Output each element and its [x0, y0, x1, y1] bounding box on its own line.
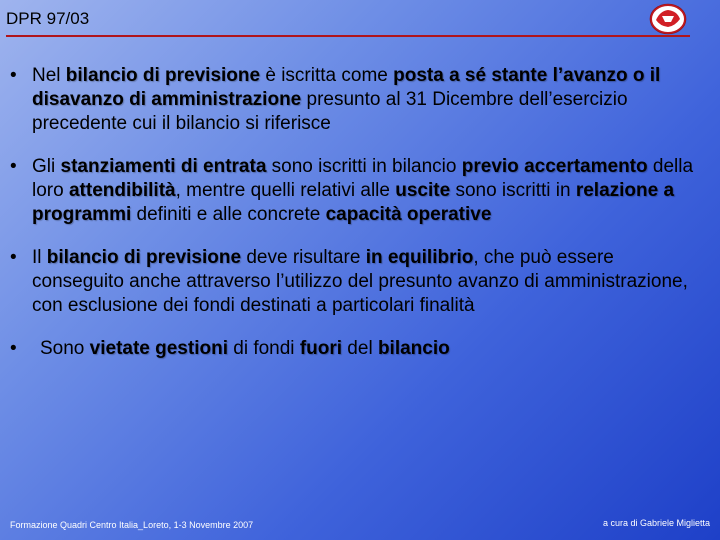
- bold-phrase: previo accertamento: [461, 156, 648, 177]
- bold-phrase: bilancio: [377, 338, 450, 359]
- bullet-marker: •: [10, 338, 17, 359]
- bullet-text: [40, 337, 700, 361]
- text-run: della loro: [32, 156, 694, 201]
- bullet-text: [32, 246, 700, 318]
- text-run: di fondi: [227, 338, 300, 359]
- bold-phrase: l’avanzo o il disavanzo di amministrazione: [32, 65, 661, 110]
- bold-phrase: fuori: [299, 338, 343, 359]
- text-run: Gli: [32, 156, 61, 177]
- slide-title: DPR 97/03: [6, 9, 90, 28]
- bold-phrase: stanziamenti di entrata: [60, 156, 267, 177]
- bold-phrase: relazione a programmi: [32, 180, 675, 225]
- bullet-item: [10, 155, 700, 227]
- text-run: Il: [32, 247, 47, 268]
- bold-phrase: capacità operative: [325, 204, 492, 225]
- text-run: sono iscritti in: [450, 180, 576, 201]
- bullet-item: [10, 246, 700, 318]
- text-run: deve risultare: [241, 247, 366, 268]
- bullet-list: [10, 64, 700, 380]
- bold-phrase: bilancio di previsione: [65, 65, 261, 86]
- text-run: , che può essere conseguito anche attraverso l’utilizzo del presunto avanzo di amministrazione, con esclusione dei fondi destinati a particolari finalità: [32, 247, 688, 316]
- text-run: sono iscritti in bilancio: [266, 156, 462, 177]
- red-emblem-logo: [648, 2, 688, 36]
- footer-author: a cura di Gabriele Miglietta: [602, 518, 710, 528]
- bullet-item: [10, 64, 700, 136]
- footer-event: Formazione Quadri Centro Italia_Loreto, 1-3 Novembre 2007: [10, 520, 254, 530]
- bullet-item: [10, 337, 700, 361]
- bold-phrase: in equilibrio: [365, 247, 474, 268]
- text-run: definiti e alle concrete: [131, 204, 326, 225]
- text-run: è iscritta come: [260, 65, 394, 86]
- bullet-text: [32, 155, 700, 227]
- text-run: , mentre quelli relativi alle: [175, 180, 396, 201]
- bullet-marker: •: [10, 156, 17, 177]
- title-rule: [6, 35, 690, 37]
- bold-phrase: attendibilità: [68, 180, 176, 201]
- bold-phrase: bilancio di previsione: [46, 247, 242, 268]
- text-run: presunto al 31 Dicembre dell’esercizio precedente cui il bilancio si riferisce: [32, 89, 628, 134]
- text-run: del: [342, 338, 378, 359]
- bold-phrase: uscite: [395, 180, 451, 201]
- text-run: Sono: [40, 338, 90, 359]
- bullet-marker: •: [10, 65, 17, 86]
- bullet-marker: •: [10, 247, 17, 268]
- bold-phrase: posta a sé stante: [393, 65, 548, 86]
- bold-phrase: vietate gestioni: [89, 338, 228, 359]
- bullet-text: [32, 64, 700, 136]
- text-run: Nel: [32, 65, 66, 86]
